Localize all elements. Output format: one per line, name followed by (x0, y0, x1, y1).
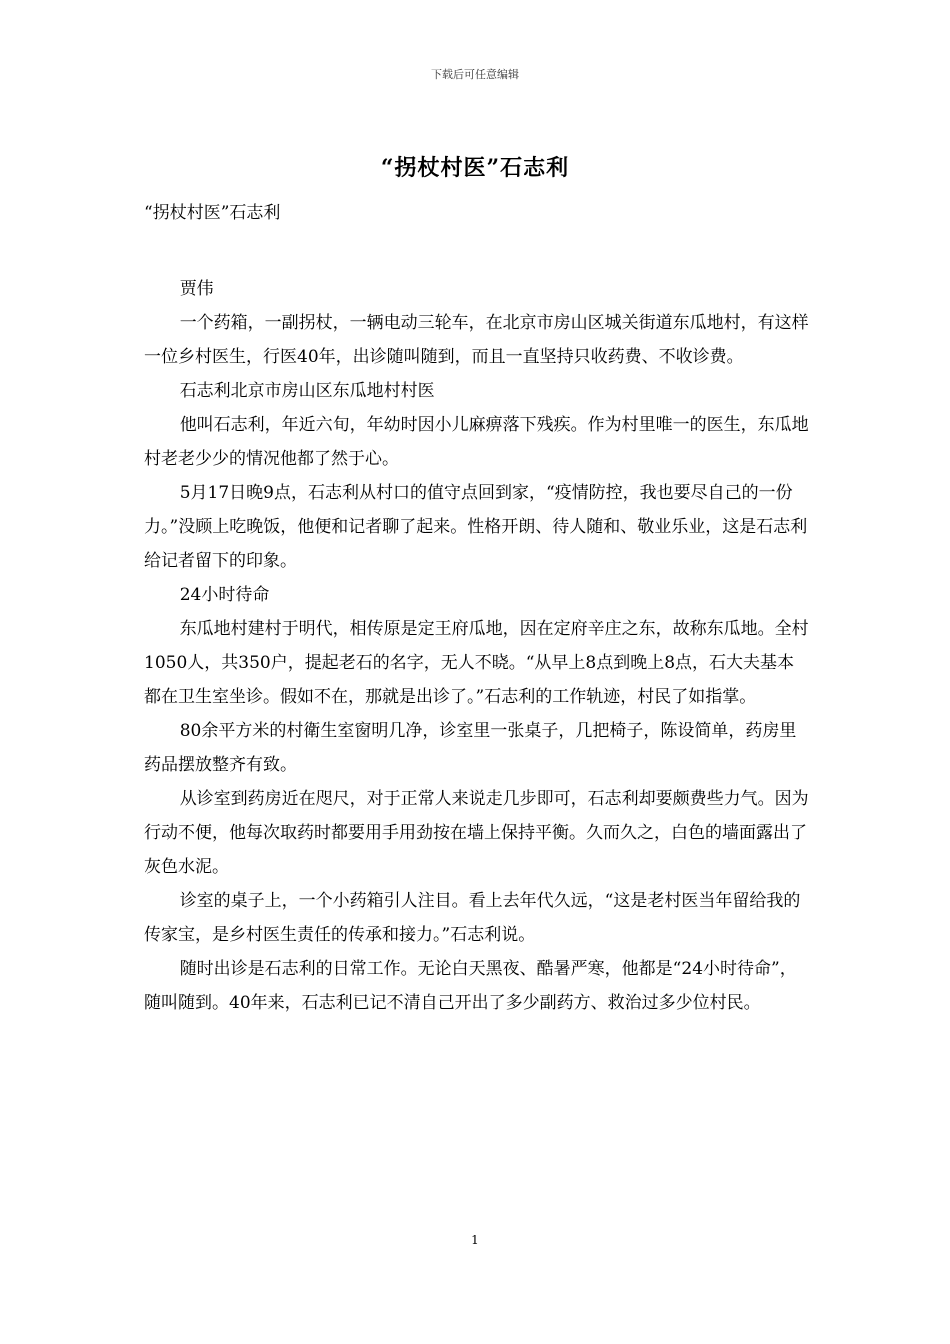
paragraph: 80余平方米的村衛生室窗明几净，诊室里一张桌子，几把椅子，陈设简单，药房里药品摆放整齐有致。 (144, 721, 797, 775)
blank-line (144, 230, 810, 272)
photo-caption: 石志利北京市房山区东瓜地村村医 (179, 381, 435, 401)
paragraph: 5月17日晚9点，石志利从村口的值守点回到家，“疫情防控，我也要尽自己的一份力。”没顾上吃晚饭，他便和记者聊了起来。性格开朗、待人随和、敬业乐业，这是石志利给记者留下的印象。 (144, 483, 808, 571)
page-header-note: 下载后可任意编辑 (431, 68, 519, 81)
paragraph: 随时出诊是石志利的日常工作。无论白天黑夜、酷暑严寒，他都是“24小时待命”，随叫随到。40年来，石志利已记不清自己开出了多少副药方、救治过多少位村民。 (144, 959, 797, 1013)
paragraph: 东瓜地村建村于明代，相传原是定王府瓜地，因在定府辛庄之东，故称东瓜地。全村1050人，共350户，提起老石的名字，无人不晓。“从早上8点到晚上8点，石大夫基本都在卫生室坐诊。假如不在，那就是出诊了。”石志利的工作轨迹，村民了如指掌。 (144, 619, 809, 707)
page-number: 1 (471, 1233, 479, 1247)
paragraph: 他叫石志利，年近六旬，年幼时因小儿麻痹落下残疾。作为村里唯一的医生，东瓜地村老老少少的情况他都了然于心。 (144, 415, 809, 469)
paragraph: 诊室的桌子上，一个小药箱引人注目。看上去年代久远，“这是老村医当年留给我的传家宝，是乡村医生责任的传承和接力。”石志利说。 (144, 891, 801, 945)
document-title: “拐杖村医”石志利 (380, 155, 570, 181)
author-line: 贾伟 (179, 279, 214, 299)
document-body (144, 196, 810, 1020)
paragraph: 从诊室到药房近在咫尺，对于正常人来说走几步即可，石志利却要颇费些力气。因为行动不便，他每次取药时都要用手用劲按在墙上保持平衡。久而久之，白色的墙面露出了灰色水泥。 (144, 789, 809, 877)
paragraph: 一个药箱，一副拐杖，一辆电动三轮车，在北京市房山区城关街道东瓜地村，有这样一位乡村医生，行医40年，出诊随叫随到，而且一直坚持只收药费、不收诊费。 (144, 313, 809, 367)
document-subtitle: “拐杖村医”石志利 (144, 203, 281, 223)
section-heading: 24小时待命 (179, 585, 270, 605)
